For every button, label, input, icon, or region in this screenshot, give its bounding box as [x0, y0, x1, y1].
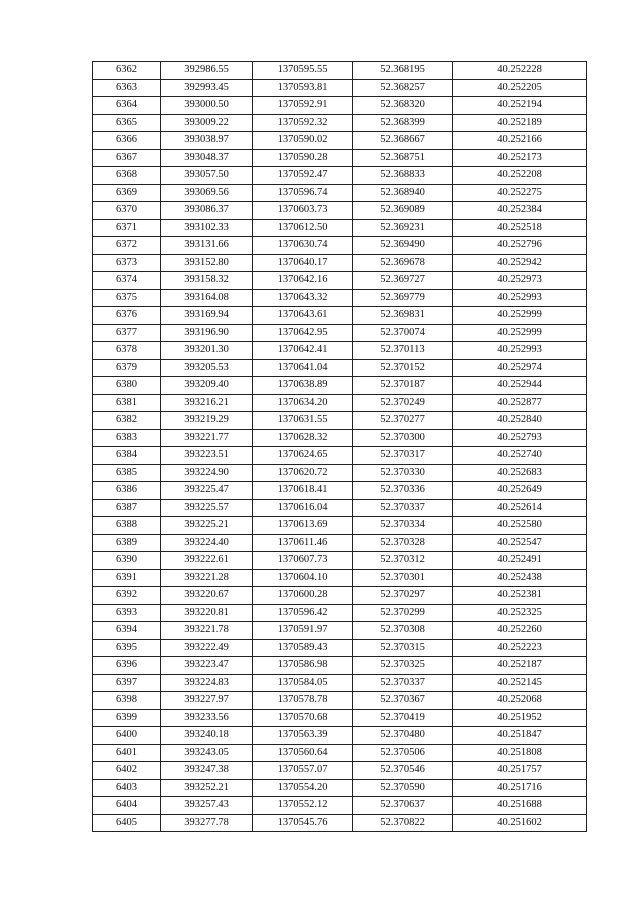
point-number-cell: 6383 [93, 429, 161, 447]
point-number-cell: 6371 [93, 219, 161, 237]
point-number-cell: 6403 [93, 779, 161, 797]
longitude-cell: 40.251847 [453, 727, 587, 745]
longitude-cell: 40.252944 [453, 377, 587, 395]
x-coordinate-cell: 393158.32 [161, 272, 253, 290]
longitude-cell: 40.252993 [453, 342, 587, 360]
table-row [93, 604, 587, 622]
x-coordinate-cell: 393222.61 [161, 552, 253, 570]
x-coordinate-cell: 393224.40 [161, 534, 253, 552]
y-coordinate-cell: 1370612.50 [253, 219, 353, 237]
point-number-cell: 6400 [93, 727, 161, 745]
table-row [93, 342, 587, 360]
coordinates-table-body [93, 62, 587, 832]
y-coordinate-cell: 1370592.32 [253, 114, 353, 132]
table-row [93, 237, 587, 255]
latitude-cell: 52.369490 [353, 237, 453, 255]
table-row [93, 744, 587, 762]
longitude-cell: 40.252166 [453, 132, 587, 150]
y-coordinate-cell: 1370641.04 [253, 359, 353, 377]
longitude-cell: 40.252999 [453, 324, 587, 342]
y-coordinate-cell: 1370596.74 [253, 184, 353, 202]
point-number-cell: 6365 [93, 114, 161, 132]
table-row [93, 377, 587, 395]
x-coordinate-cell: 393225.47 [161, 482, 253, 500]
table-row [93, 552, 587, 570]
x-coordinate-cell: 393196.90 [161, 324, 253, 342]
table-row [93, 657, 587, 675]
table-row [93, 114, 587, 132]
point-number-cell: 6364 [93, 97, 161, 115]
longitude-cell: 40.252205 [453, 79, 587, 97]
table-row [93, 307, 587, 325]
latitude-cell: 52.370074 [353, 324, 453, 342]
x-coordinate-cell: 393221.28 [161, 569, 253, 587]
table-row [93, 709, 587, 727]
x-coordinate-cell: 393219.29 [161, 412, 253, 430]
x-coordinate-cell: 393224.83 [161, 674, 253, 692]
table-row [93, 447, 587, 465]
point-number-cell: 6396 [93, 657, 161, 675]
longitude-cell: 40.252649 [453, 482, 587, 500]
longitude-cell: 40.252145 [453, 674, 587, 692]
latitude-cell: 52.370336 [353, 482, 453, 500]
table-row [93, 797, 587, 815]
table-row [93, 534, 587, 552]
latitude-cell: 52.370315 [353, 639, 453, 657]
table-row [93, 639, 587, 657]
y-coordinate-cell: 1370643.32 [253, 289, 353, 307]
point-number-cell: 6374 [93, 272, 161, 290]
y-coordinate-cell: 1370589.43 [253, 639, 353, 657]
x-coordinate-cell: 393243.05 [161, 744, 253, 762]
table-row [93, 727, 587, 745]
latitude-cell: 52.370300 [353, 429, 453, 447]
latitude-cell: 52.370249 [353, 394, 453, 412]
point-number-cell: 6402 [93, 762, 161, 780]
table-row [93, 97, 587, 115]
table-row [93, 692, 587, 710]
point-number-cell: 6376 [93, 307, 161, 325]
latitude-cell: 52.368833 [353, 167, 453, 185]
latitude-cell: 52.370330 [353, 464, 453, 482]
longitude-cell: 40.252384 [453, 202, 587, 220]
table-row [93, 429, 587, 447]
table-row [93, 289, 587, 307]
y-coordinate-cell: 1370592.47 [253, 167, 353, 185]
longitude-cell: 40.252223 [453, 639, 587, 657]
point-number-cell: 6366 [93, 132, 161, 150]
table-row [93, 272, 587, 290]
point-number-cell: 6395 [93, 639, 161, 657]
x-coordinate-cell: 393220.81 [161, 604, 253, 622]
y-coordinate-cell: 1370613.69 [253, 517, 353, 535]
table-row [93, 132, 587, 150]
point-number-cell: 6378 [93, 342, 161, 360]
point-number-cell: 6387 [93, 499, 161, 517]
longitude-cell: 40.252999 [453, 307, 587, 325]
x-coordinate-cell: 393000.50 [161, 97, 253, 115]
point-number-cell: 6399 [93, 709, 161, 727]
table-row [93, 762, 587, 780]
x-coordinate-cell: 393220.67 [161, 587, 253, 605]
longitude-cell: 40.252973 [453, 272, 587, 290]
y-coordinate-cell: 1370595.55 [253, 62, 353, 80]
x-coordinate-cell: 393131.66 [161, 237, 253, 255]
longitude-cell: 40.252208 [453, 167, 587, 185]
table-row [93, 674, 587, 692]
latitude-cell: 52.370637 [353, 797, 453, 815]
x-coordinate-cell: 393225.57 [161, 499, 253, 517]
x-coordinate-cell: 393048.37 [161, 149, 253, 167]
x-coordinate-cell: 393247.38 [161, 762, 253, 780]
latitude-cell: 52.368399 [353, 114, 453, 132]
y-coordinate-cell: 1370591.97 [253, 622, 353, 640]
y-coordinate-cell: 1370600.28 [253, 587, 353, 605]
table-row [93, 359, 587, 377]
point-number-cell: 6382 [93, 412, 161, 430]
y-coordinate-cell: 1370620.72 [253, 464, 353, 482]
coordinates-table [92, 61, 587, 832]
longitude-cell: 40.252187 [453, 657, 587, 675]
table-row [93, 499, 587, 517]
x-coordinate-cell: 393252.21 [161, 779, 253, 797]
table-row [93, 622, 587, 640]
x-coordinate-cell: 393169.94 [161, 307, 253, 325]
point-number-cell: 6373 [93, 254, 161, 272]
point-number-cell: 6377 [93, 324, 161, 342]
x-coordinate-cell: 393164.08 [161, 289, 253, 307]
x-coordinate-cell: 393209.40 [161, 377, 253, 395]
latitude-cell: 52.370337 [353, 499, 453, 517]
latitude-cell: 52.370337 [353, 674, 453, 692]
latitude-cell: 52.370308 [353, 622, 453, 640]
latitude-cell: 52.370299 [353, 604, 453, 622]
point-number-cell: 6388 [93, 517, 161, 535]
y-coordinate-cell: 1370552.12 [253, 797, 353, 815]
table-row [93, 517, 587, 535]
y-coordinate-cell: 1370590.28 [253, 149, 353, 167]
table-row [93, 254, 587, 272]
x-coordinate-cell: 393057.50 [161, 167, 253, 185]
point-number-cell: 6398 [93, 692, 161, 710]
table-row [93, 219, 587, 237]
latitude-cell: 52.370480 [353, 727, 453, 745]
table-row [93, 394, 587, 412]
latitude-cell: 52.370317 [353, 447, 453, 465]
longitude-cell: 40.251688 [453, 797, 587, 815]
x-coordinate-cell: 393009.22 [161, 114, 253, 132]
point-number-cell: 6389 [93, 534, 161, 552]
point-number-cell: 6379 [93, 359, 161, 377]
table-row [93, 587, 587, 605]
point-number-cell: 6369 [93, 184, 161, 202]
y-coordinate-cell: 1370607.73 [253, 552, 353, 570]
latitude-cell: 52.368320 [353, 97, 453, 115]
point-number-cell: 6372 [93, 237, 161, 255]
latitude-cell: 52.369831 [353, 307, 453, 325]
table-row [93, 464, 587, 482]
longitude-cell: 40.252173 [453, 149, 587, 167]
latitude-cell: 52.369089 [353, 202, 453, 220]
x-coordinate-cell: 392993.45 [161, 79, 253, 97]
point-number-cell: 6362 [93, 62, 161, 80]
y-coordinate-cell: 1370643.61 [253, 307, 353, 325]
latitude-cell: 52.370297 [353, 587, 453, 605]
latitude-cell: 52.370152 [353, 359, 453, 377]
latitude-cell: 52.368195 [353, 62, 453, 80]
point-number-cell: 6381 [93, 394, 161, 412]
table-row [93, 324, 587, 342]
table-row [93, 62, 587, 80]
latitude-cell: 52.369678 [353, 254, 453, 272]
longitude-cell: 40.252796 [453, 237, 587, 255]
table-row [93, 79, 587, 97]
latitude-cell: 52.370187 [353, 377, 453, 395]
y-coordinate-cell: 1370642.95 [253, 324, 353, 342]
y-coordinate-cell: 1370604.10 [253, 569, 353, 587]
point-number-cell: 6375 [93, 289, 161, 307]
latitude-cell: 52.370113 [353, 342, 453, 360]
latitude-cell: 52.370590 [353, 779, 453, 797]
longitude-cell: 40.252580 [453, 517, 587, 535]
latitude-cell: 52.368257 [353, 79, 453, 97]
y-coordinate-cell: 1370628.32 [253, 429, 353, 447]
longitude-cell: 40.252438 [453, 569, 587, 587]
table-row [93, 184, 587, 202]
latitude-cell: 52.368940 [353, 184, 453, 202]
x-coordinate-cell: 393069.56 [161, 184, 253, 202]
point-number-cell: 6392 [93, 587, 161, 605]
longitude-cell: 40.252189 [453, 114, 587, 132]
y-coordinate-cell: 1370590.02 [253, 132, 353, 150]
y-coordinate-cell: 1370593.81 [253, 79, 353, 97]
longitude-cell: 40.252068 [453, 692, 587, 710]
y-coordinate-cell: 1370642.41 [253, 342, 353, 360]
latitude-cell: 52.368751 [353, 149, 453, 167]
y-coordinate-cell: 1370545.76 [253, 814, 353, 832]
latitude-cell: 52.369727 [353, 272, 453, 290]
x-coordinate-cell: 393086.37 [161, 202, 253, 220]
y-coordinate-cell: 1370638.89 [253, 377, 353, 395]
point-number-cell: 6384 [93, 447, 161, 465]
point-number-cell: 6386 [93, 482, 161, 500]
latitude-cell: 52.370301 [353, 569, 453, 587]
y-coordinate-cell: 1370618.41 [253, 482, 353, 500]
y-coordinate-cell: 1370596.42 [253, 604, 353, 622]
point-number-cell: 6397 [93, 674, 161, 692]
y-coordinate-cell: 1370624.65 [253, 447, 353, 465]
longitude-cell: 40.252740 [453, 447, 587, 465]
latitude-cell: 52.370328 [353, 534, 453, 552]
point-number-cell: 6390 [93, 552, 161, 570]
x-coordinate-cell: 393233.56 [161, 709, 253, 727]
y-coordinate-cell: 1370642.16 [253, 272, 353, 290]
latitude-cell: 52.370312 [353, 552, 453, 570]
table-row [93, 779, 587, 797]
latitude-cell: 52.370334 [353, 517, 453, 535]
longitude-cell: 40.252194 [453, 97, 587, 115]
longitude-cell: 40.252877 [453, 394, 587, 412]
y-coordinate-cell: 1370611.46 [253, 534, 353, 552]
x-coordinate-cell: 393225.21 [161, 517, 253, 535]
longitude-cell: 40.252793 [453, 429, 587, 447]
point-number-cell: 6385 [93, 464, 161, 482]
latitude-cell: 52.369231 [353, 219, 453, 237]
y-coordinate-cell: 1370616.04 [253, 499, 353, 517]
point-number-cell: 6405 [93, 814, 161, 832]
x-coordinate-cell: 393240.18 [161, 727, 253, 745]
point-number-cell: 6363 [93, 79, 161, 97]
point-number-cell: 6368 [93, 167, 161, 185]
x-coordinate-cell: 393152.80 [161, 254, 253, 272]
y-coordinate-cell: 1370557.07 [253, 762, 353, 780]
x-coordinate-cell: 393102.33 [161, 219, 253, 237]
x-coordinate-cell: 393221.78 [161, 622, 253, 640]
longitude-cell: 40.252325 [453, 604, 587, 622]
longitude-cell: 40.252381 [453, 587, 587, 605]
longitude-cell: 40.251757 [453, 762, 587, 780]
longitude-cell: 40.252228 [453, 62, 587, 80]
longitude-cell: 40.252491 [453, 552, 587, 570]
x-coordinate-cell: 392986.55 [161, 62, 253, 80]
latitude-cell: 52.370822 [353, 814, 453, 832]
longitude-cell: 40.252974 [453, 359, 587, 377]
x-coordinate-cell: 393277.78 [161, 814, 253, 832]
longitude-cell: 40.252275 [453, 184, 587, 202]
x-coordinate-cell: 393038.97 [161, 132, 253, 150]
latitude-cell: 52.370506 [353, 744, 453, 762]
point-number-cell: 6380 [93, 377, 161, 395]
latitude-cell: 52.370325 [353, 657, 453, 675]
longitude-cell: 40.252840 [453, 412, 587, 430]
y-coordinate-cell: 1370560.64 [253, 744, 353, 762]
table-row [93, 202, 587, 220]
y-coordinate-cell: 1370570.68 [253, 709, 353, 727]
x-coordinate-cell: 393222.49 [161, 639, 253, 657]
x-coordinate-cell: 393216.21 [161, 394, 253, 412]
point-number-cell: 6370 [93, 202, 161, 220]
longitude-cell: 40.252547 [453, 534, 587, 552]
latitude-cell: 52.370419 [353, 709, 453, 727]
point-number-cell: 6404 [93, 797, 161, 815]
latitude-cell: 52.370367 [353, 692, 453, 710]
latitude-cell: 52.370546 [353, 762, 453, 780]
x-coordinate-cell: 393227.97 [161, 692, 253, 710]
x-coordinate-cell: 393223.47 [161, 657, 253, 675]
y-coordinate-cell: 1370630.74 [253, 237, 353, 255]
longitude-cell: 40.252683 [453, 464, 587, 482]
y-coordinate-cell: 1370631.55 [253, 412, 353, 430]
table-row [93, 149, 587, 167]
point-number-cell: 6394 [93, 622, 161, 640]
latitude-cell: 52.368667 [353, 132, 453, 150]
point-number-cell: 6367 [93, 149, 161, 167]
longitude-cell: 40.252260 [453, 622, 587, 640]
table-row [93, 412, 587, 430]
y-coordinate-cell: 1370603.73 [253, 202, 353, 220]
x-coordinate-cell: 393221.77 [161, 429, 253, 447]
table-row [93, 569, 587, 587]
y-coordinate-cell: 1370640.17 [253, 254, 353, 272]
y-coordinate-cell: 1370634.20 [253, 394, 353, 412]
latitude-cell: 52.370277 [353, 412, 453, 430]
point-number-cell: 6401 [93, 744, 161, 762]
longitude-cell: 40.252518 [453, 219, 587, 237]
point-number-cell: 6393 [93, 604, 161, 622]
y-coordinate-cell: 1370584.05 [253, 674, 353, 692]
longitude-cell: 40.251602 [453, 814, 587, 832]
longitude-cell: 40.251808 [453, 744, 587, 762]
longitude-cell: 40.251952 [453, 709, 587, 727]
point-number-cell: 6391 [93, 569, 161, 587]
longitude-cell: 40.252993 [453, 289, 587, 307]
y-coordinate-cell: 1370554.20 [253, 779, 353, 797]
longitude-cell: 40.251716 [453, 779, 587, 797]
table-row [93, 167, 587, 185]
table-row [93, 482, 587, 500]
y-coordinate-cell: 1370563.39 [253, 727, 353, 745]
x-coordinate-cell: 393201.30 [161, 342, 253, 360]
latitude-cell: 52.369779 [353, 289, 453, 307]
x-coordinate-cell: 393205.53 [161, 359, 253, 377]
y-coordinate-cell: 1370578.78 [253, 692, 353, 710]
table-row [93, 814, 587, 832]
y-coordinate-cell: 1370586.98 [253, 657, 353, 675]
x-coordinate-cell: 393223.51 [161, 447, 253, 465]
x-coordinate-cell: 393224.90 [161, 464, 253, 482]
y-coordinate-cell: 1370592.91 [253, 97, 353, 115]
longitude-cell: 40.252942 [453, 254, 587, 272]
longitude-cell: 40.252614 [453, 499, 587, 517]
x-coordinate-cell: 393257.43 [161, 797, 253, 815]
